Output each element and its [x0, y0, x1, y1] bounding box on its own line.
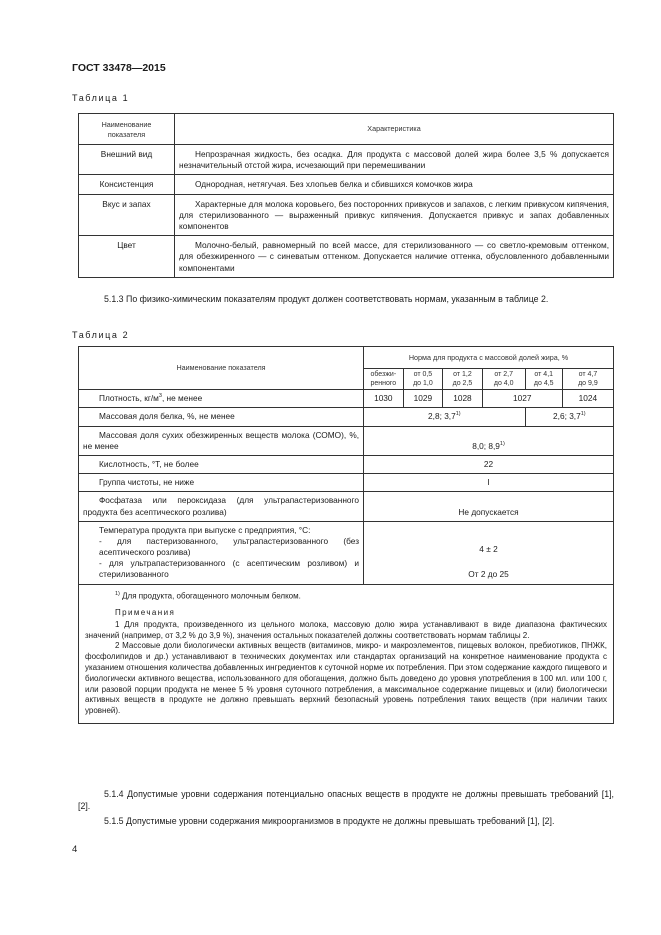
table2-subheader: от 2,7 до 4,0 [482, 369, 525, 390]
table-row [79, 175, 614, 194]
table-row [79, 236, 614, 278]
table1-header-name: Наименование показателя [79, 114, 175, 145]
density-value: 1027 [482, 390, 562, 408]
table2-header-group: Норма для продукта с массовой долей жира, % [364, 347, 614, 369]
table1-cell-value: Однородная, нетягучая. Без хлопьев белка и сбившихся комочков жира [175, 175, 614, 194]
table2-subheader: от 0,5 до 1,0 [403, 369, 443, 390]
table-row [79, 426, 614, 455]
table1-cell-name: Вкус и запах [79, 194, 175, 236]
table2-caption: Таблица 2 [72, 330, 130, 340]
table2-subheader: от 4,7 до 9,9 [562, 369, 613, 390]
table2-header-name: Наименование показателя [79, 347, 364, 390]
paragraph-5-1-5: 5.1.5 Допустимые уровни содержания микроорганизмов в продукте не должны превышать требований [1], [2]. [104, 816, 555, 826]
table-row [79, 474, 614, 492]
table-row [79, 521, 614, 584]
phosphatase-label: Фосфатаза или пероксидаза (для ультрапастеризованного продукта без асептического розлива) [79, 492, 364, 521]
protein-value: 2,8; 3,7$^{1)}$ [364, 408, 526, 426]
table-row [79, 455, 614, 473]
table2-subheader: от 1,2 до 2,5 [443, 369, 483, 390]
footnote: $^{1)}$ Для продукта, обогащенного молочным белком. [115, 590, 301, 601]
table1-cell-value: Непрозрачная жидкость, без осадка. Для продукта с массовой долей жира более 3,5 % допускается незначительный отстой жира, исчезающий при перемешивании [175, 145, 614, 175]
table1-cell-value: Молочно-белый, равномерный по всей массе, для стерилизованного — со светло-кремовым оттенком, для обезжиренного — с синеватым оттенком. Допускается наличие оттенка, обусловленного добавленными компонентами [175, 236, 614, 278]
notes-title: Примечания [115, 608, 176, 618]
table-row [79, 145, 614, 175]
table-row [79, 408, 614, 426]
table1-cell-name: Внешний вид [79, 145, 175, 175]
density-value: 1030 [364, 390, 404, 408]
acidity-label: Кислотность, °Т, не более [79, 455, 364, 473]
protein-label: Массовая доля белка, %, не менее [79, 408, 364, 426]
density-value: 1028 [443, 390, 483, 408]
table1-cell-name: Консистенция [79, 175, 175, 194]
table1-cell-name: Цвет [79, 236, 175, 278]
table2-footer-row [79, 584, 614, 723]
table1-cell-value: Характерные для молока коровьего, без посторонних привкусов и запахов, с легким привкусом кипячения, для стерилизованного — выраженный привкус кипячения. Допускается привкус и запах добавленных компонентов [175, 194, 614, 236]
table2-subheader: от 4,1 до 4,5 [525, 369, 562, 390]
purity-value: I [364, 474, 614, 492]
paragraph-5-1-4: 5.1.4 Допустимые уровни содержания потенциально опасных веществ в продукте не должны превышать требований [1], [2]. [78, 789, 614, 812]
table2-subheader: обезжи- ренного [364, 369, 404, 390]
table2-notes [79, 584, 614, 723]
phosphatase-value: Не допускается [364, 492, 614, 521]
table-row [79, 390, 614, 408]
page-number: 4 [72, 844, 78, 855]
paragraph-5-1-3: 5.1.3 По физико-химическим показателям продукт должен соответствовать нормам, указанным в таблице 2. [104, 294, 549, 304]
protein-value: 2,6; 3,7$^{1)}$ [525, 408, 613, 426]
somo-label: Массовая доля сухих обезжиренных веществ молока (СОМО), %, не менее [79, 426, 364, 455]
table-row [79, 492, 614, 521]
somo-value: 8,0; 8,9$^{1)}$ [364, 426, 614, 455]
temperature-label: Температура продукта при выпуске с предприятия, °С: - для пастеризованного, ультрапастеризованного (без асептического розлива) - для ультрапастеризованного (с асептическим розливом) и стерилизованного [79, 521, 364, 584]
table1-header-row [79, 114, 614, 145]
standard-header: ГОСТ 33478—2015 [72, 62, 166, 74]
density-value: 1029 [403, 390, 443, 408]
table1-caption: Таблица 1 [72, 93, 130, 103]
purity-label: Группа чистоты, не ниже [79, 474, 364, 492]
table1-header-characteristic: Характеристика [175, 114, 614, 145]
table-1 [78, 113, 614, 278]
density-value: 1024 [562, 390, 613, 408]
temperature-values: 4 ± 2 От 2 до 25 [364, 521, 614, 584]
table-row [79, 194, 614, 236]
note-1: 1 Для продукта, произведенного из цельного молока, массовую долю жира устанавливают в виде диапазона фактических значений (например, от 3,2 % до 3,9 %), значения остальных показателей должны соответствовать нормам таблицы 2. [85, 619, 607, 640]
table2-header-row [79, 347, 614, 369]
table-2 [78, 346, 614, 724]
note-2: 2 Массовые доли биологически активных веществ (витаминов, микро- и макроэлементов, пищевых волокон, пребиотиков, ПНЖК, фосфолипидов и др.) устанавливают в технических документах или стандартах организаций на конкретное наименование продукта с указанием отношения количества добавленных ингредиентов к суточной норме их потребления. При этом содержание каждого пищевого и биологически активного вещества, использованного для обогащения, должно быть доведено до уровня употребления в 100 мл. или 100 г, или разовой порции продукта не менее 5 % уровня суточного потребления, а максимальное содержание пищевых и (или) биологически активных веществ в продукте не должно превышать верхний безопасный уровень потребления таких веществ (при наличии таких уровней). [85, 641, 607, 716]
acidity-value: 22 [364, 455, 614, 473]
density-label: Плотность, $кг/м^3$, не менее [79, 390, 364, 408]
